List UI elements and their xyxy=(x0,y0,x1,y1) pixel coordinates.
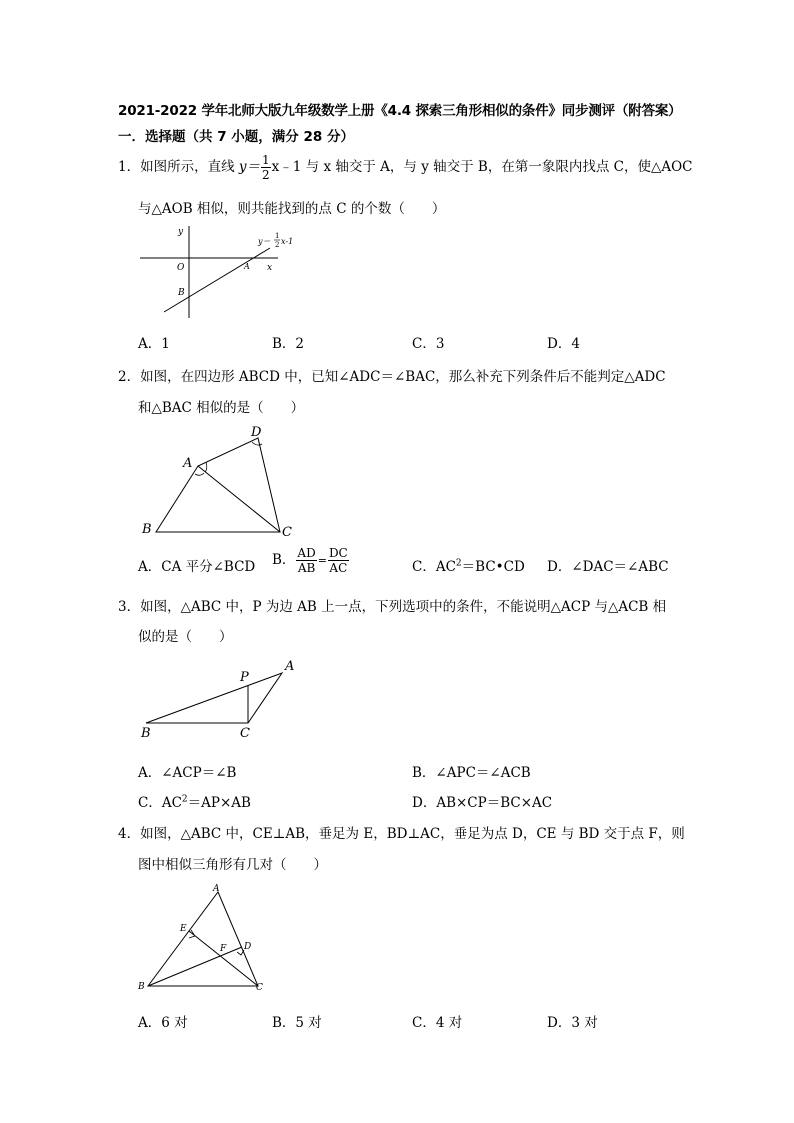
question-4-line-1: 4．如图，△ABC 中，CE⊥AB，垂足为 E，BD⊥AC，垂足为点 D，CE 与 BD 交于点 F，则 xyxy=(118,826,685,842)
question-1-line-2: 与△AOB 相似，则共能找到的点 C 的个数（ ） xyxy=(138,201,446,217)
point-c-label: C xyxy=(256,983,263,993)
point-a-label: A xyxy=(183,456,193,471)
line-equation-post: x-1 xyxy=(281,237,294,246)
point-f-label: F xyxy=(220,944,227,954)
q2-option-c[interactable]: C．$AC^2=BC•CD$ xyxy=(412,558,525,575)
point-b-label: B xyxy=(138,982,145,992)
q3-option-b[interactable]: B．∠APC＝∠ACB xyxy=(412,765,531,781)
point-a-label: A xyxy=(213,884,220,894)
question-4-figure xyxy=(138,880,278,998)
point-a-label: A xyxy=(244,262,250,271)
q3-option-d[interactable]: D．AB×CP＝BC×AC xyxy=(412,795,553,811)
fraction-one-half: $\frac{1}{2}$ xyxy=(262,153,270,182)
q4-option-c[interactable]: C．4 对 xyxy=(412,1015,463,1031)
question-2-line-1: 2．如图，在四边形 ABCD 中，已知∠ADC＝∠BAC，那么补充下列条件后不能判定△ADC xyxy=(118,369,666,385)
section-heading: 一．选择题（共 7 小题，满分 28 分） xyxy=(118,129,354,145)
question-3-line-1: 3．如图，△ABC 中，P 为边 AB 上一点，下列选项中的条件，不能说明△ACP 与△ACB 相 xyxy=(118,599,667,615)
q4-option-a[interactable]: A．6 对 xyxy=(138,1015,188,1031)
question-4-line-2: 图中相似三角形有几对（ ） xyxy=(138,857,327,873)
q2-option-a[interactable]: A．CA 平分∠BCD xyxy=(138,559,256,575)
question-3-figure xyxy=(138,655,303,740)
line-equation-prefix: y＝ xyxy=(258,237,271,246)
point-b-label: B xyxy=(142,522,152,537)
q1-option-c[interactable]: C．3 xyxy=(412,336,445,352)
q2-option-d[interactable]: D．∠DAC＝∠ABC xyxy=(547,559,669,575)
q1-option-d[interactable]: D．4 xyxy=(547,336,580,352)
point-c-label: C xyxy=(282,525,292,540)
point-a-label: A xyxy=(285,659,295,674)
point-d-label: D xyxy=(244,942,252,952)
document-title: 2021-2022 学年北师大版九年级数学上册《4.4 探索三角形相似的条件》同步测评（附答案） xyxy=(118,103,682,119)
q4-option-b[interactable]: B．5 对 xyxy=(272,1015,322,1031)
question-3-line-2: 似的是（ ） xyxy=(138,629,233,645)
point-p-label: P xyxy=(240,670,249,685)
q2-option-b[interactable]: B． $\frac{AD}{AB}$ = $\frac{DC}{AC}$ xyxy=(272,546,348,575)
question-2-figure xyxy=(138,420,298,542)
question-2-line-2: 和△BAC 相似的是（ ） xyxy=(138,400,305,416)
x-axis-label: x xyxy=(267,263,273,273)
q1-option-b[interactable]: B．2 xyxy=(272,336,305,352)
point-d-label: D xyxy=(251,425,262,440)
line-equation-den: 2 xyxy=(275,241,280,249)
q3-option-a[interactable]: A．∠ACP＝∠B xyxy=(138,765,237,781)
question-1-figure xyxy=(130,222,294,322)
y-axis-label: y xyxy=(178,227,184,237)
point-e-label: E xyxy=(180,924,187,934)
q4-option-d[interactable]: D．3 对 xyxy=(547,1015,598,1031)
question-1-line-1: 1．如图所示，直线 y＝ $\frac{1}{2}$ x﹣1 与 x 轴交于 A，与 y 轴交于 B，在第一象限内找点 C，使△AOC xyxy=(118,153,693,182)
point-c-label: C xyxy=(240,726,250,741)
line-equation-num: 1 xyxy=(275,232,280,240)
point-b-label: B xyxy=(178,288,185,298)
q1-option-a[interactable]: A．1 xyxy=(138,336,170,352)
origin-label: O xyxy=(177,263,185,273)
q3-option-c[interactable]: C．$AC^2=AP\times AB$ xyxy=(138,794,251,811)
point-b-label: B xyxy=(141,726,151,741)
